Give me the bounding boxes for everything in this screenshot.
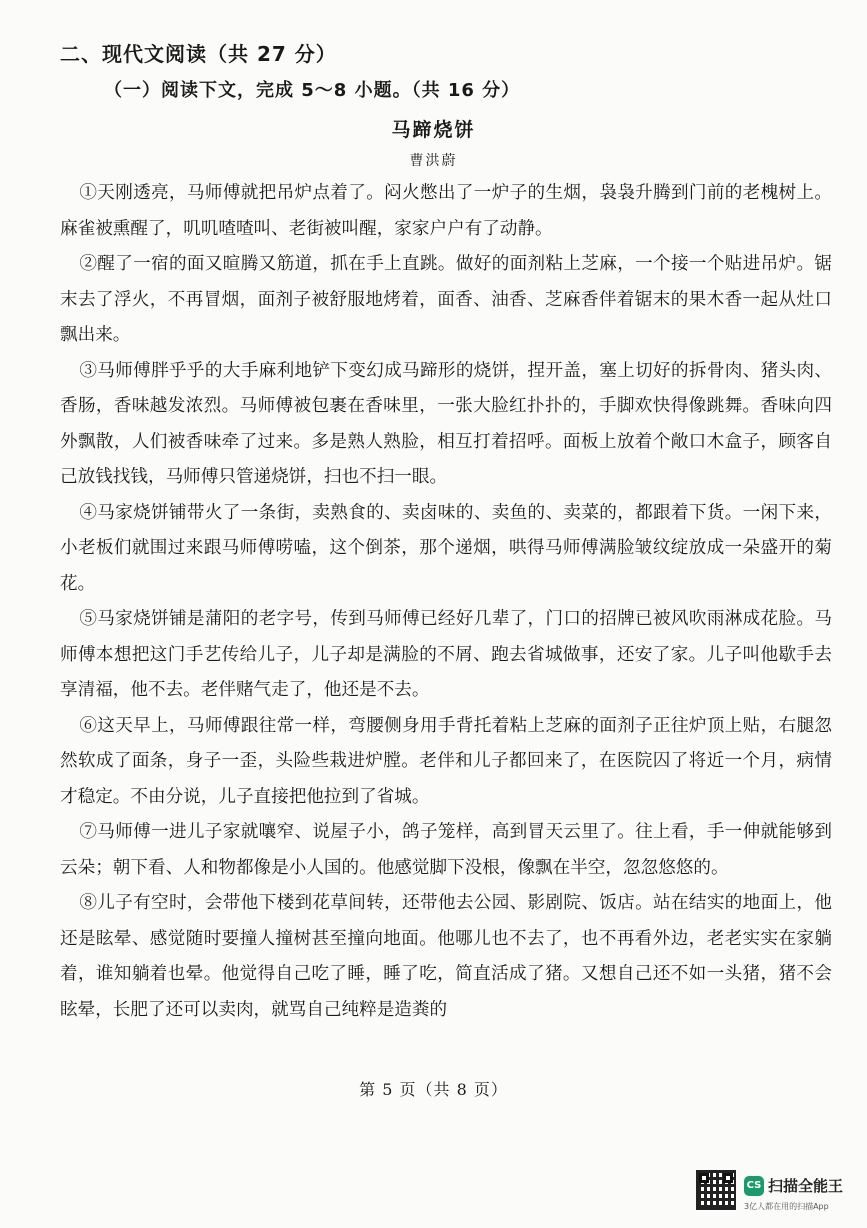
section-title: 二、现代文阅读（共 27 分） [60,42,337,66]
article-title: 马蹄烧饼 [391,119,476,141]
scanner-brand: 扫描全能王 [768,1177,844,1195]
qr-code-icon [696,1170,736,1210]
paragraph-4: ④马家烧饼铺带火了一条街，卖熟食的、卖卤味的、卖鱼的、卖菜的，都跟着下货。一闲下来，小老板们就围过来跟马师傅唠嗑，这个倒茶，那个递烟，哄得马师傅满脸皱纹绽放成一朵盛开的菊花。 [60,502,832,594]
camscanner-logo-icon: CS [744,1176,764,1196]
article-body [60,176,832,1028]
paragraph-5: ⑤马家烧饼铺是蒲阳的老字号，传到马师傅已经好几辈了，门口的招牌已被风吹雨淋成花脸。马师傅本想把这门手艺传给儿子，儿子却是满脸的不屑、跑去省城做事，还安了家。儿子叫他歇手去享清福，他不去。老伴赌气走了，他还是不去。 [60,609,832,700]
paragraph-7: ⑦马师傅一进儿子家就嚷窄、说屋子小，鸽子笼样，高到冒天云里了。往上看，手一伸就能够到云朵；朝下看、人和物都像是小人国的。他感觉脚下没根，像飘在半空，忽忽悠悠的。 [60,822,832,878]
paragraph-1: ①天刚透亮，马师傅就把吊炉点着了。闷火憋出了一炉子的生烟，袅袅升腾到门前的老槐树上。麻雀被熏醒了，叽叽喳喳叫、老街被叫醒，家家户户有了动静。 [60,183,832,239]
paragraph-6: ⑥这天早上，马师傅跟往常一样，弯腰侧身用手背托着粘上芝麻的面剂子正往炉顶上贴，右腿忽然软成了面条，身子一歪，头险些栽进炉膛。老伴和儿子都回来了，在医院囚了将近一个月，病情才稳定。不由分说，儿子直接把他拉到了省城。 [60,715,832,807]
page-number: 第 5 页（共 8 页） [359,1080,508,1099]
paragraph-2: ②醒了一宿的面又暄腾又筋道，抓在手上直跳。做好的面剂粘上芝麻，一个接一个贴进吊炉。锯末去了浮火，不再冒烟，面剂子被舒服地烤着，面香、油香、芝麻香伴着锯末的果木香一起从灶口飘出来。 [60,254,832,345]
paragraph-3: ③马师傅胖乎乎的大手麻利地铲下变幻成马蹄形的烧饼，捏开盖，塞上切好的拆骨肉、猪头肉、香肠，香味越发浓烈。马师傅被包裹在香味里，一张大脸红扑扑的，手脚欢快得像跳舞。香味向四外飘散，人们被香味牵了过来。多是熟人熟脸，相互打着招呼。面板上放着个敞口木盒子，顾客自己放钱找钱，马师傅只管递烧饼，扫也不扫一眼。 [60,360,832,487]
paragraph-8: ⑧儿子有空时，会带他下楼到花草间转，还带他去公园、影剧院、饭店。站在结实的地面上，他还是眩晕、感觉随时要撞人撞树甚至撞向地面。他哪儿也不去了，也不再看外边，老老实实在家躺着，谁知躺着也晕。他觉得自己吃了睡，睡了吃，简直活成了猪。又想自己还不如一头猪，猪不会眩晕，长肥了还可以卖肉，就骂自己纯粹是造粪的 [60,893,832,1020]
question-instruction: （一）阅读下文，完成 5～8 小题。（共 16 分） [104,80,521,101]
scanner-tagline: 3亿人都在用的扫描App [744,1202,829,1211]
article-author: 曹洪蔚 [409,153,458,169]
